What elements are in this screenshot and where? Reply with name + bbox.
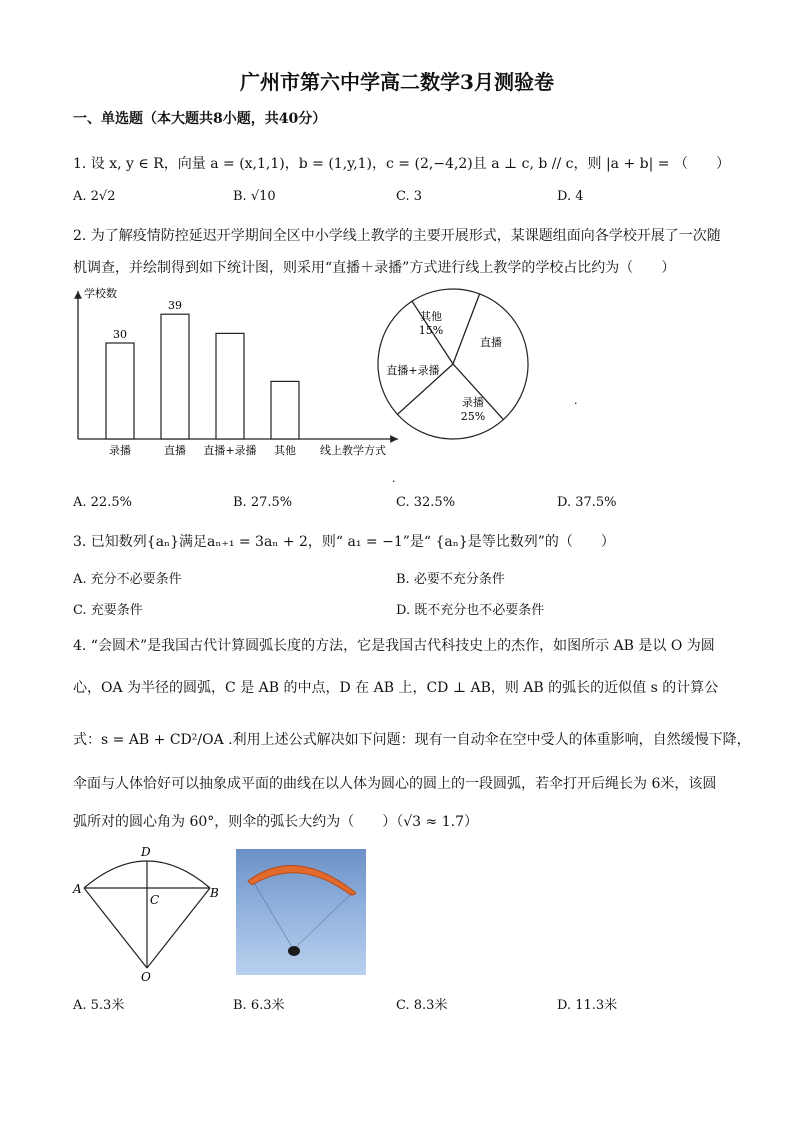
q2-option-b: B. 27.5% (233, 495, 293, 510)
bar-category-label: 录播 (109, 444, 131, 457)
q4-stem-line3: 式：s = AB + CD²/OA .利用上述公式解决如下问题：现有一自动伞在空中受人的体重影响，自然缓慢下降， (73, 732, 751, 748)
bar-value-label: 39 (168, 299, 182, 313)
q2-option-d: D. 37.5% (557, 495, 617, 510)
arc-figure (70, 840, 230, 985)
page-title: 广州市第六中学高二数学3月测验卷 (240, 70, 554, 94)
q4-stem-line1: 4. “会圆术”是我国古代计算圆弧长度的方法，它是我国古代科技史上的杰作，如图所示 AB 是以 O 为圆 (73, 638, 715, 654)
q3-option-b: B. 必要不充分条件 (396, 572, 505, 587)
q4-stem-line2: 心，OA 为半径的圆弧，C 是 AB 的中点，D 在 AB 上，CD ⊥ AB，则 AB 的弧长的近似值 s 的计算公 (73, 680, 719, 696)
label-o: O (141, 970, 151, 984)
pie-slice-label: 其他 (420, 310, 442, 323)
q2-option-a: A. 22.5% (73, 495, 132, 510)
pie-slice-pct-label: 15% (418, 324, 444, 337)
bar-3 (271, 381, 299, 439)
bar-category-label: 其他 (274, 444, 296, 457)
q1-stem: 1. 设 x, y ∈ R，向量 a = (x,1,1)，b = (1,y,1)，c = (2,−4,2)且 a ⊥ c, b // c，则 |a + b| = （ ） (73, 156, 730, 172)
q4-option-d: D. 11.3米 (557, 998, 618, 1013)
stray-dot: . (574, 394, 578, 407)
label-a: A (73, 882, 82, 896)
q2-stem-line1: 2. 为了解疫情防控延迟开学期间全区中小学线上教学的主要开展形式，某课题组面向各学校开展了一次随 (73, 228, 721, 244)
bar-2 (216, 333, 244, 439)
paraglider-photo (236, 849, 366, 975)
label-c: C (150, 893, 160, 907)
bar-value-label: 30 (113, 328, 127, 341)
paraglider-icon (236, 849, 366, 975)
radius-oa (84, 888, 147, 968)
section-heading: 一、单选题（本大题共8小题，共40分） (73, 111, 327, 127)
q1-option-d: D. 4 (557, 189, 584, 204)
q4-stem-line4: 伞面与人体恰好可以抽象成平面的曲线在以人体为圆心的圆上的一段圆弧，若伞打开后绳长为 6米，该圆 (73, 776, 717, 792)
q4-option-a: A. 5.3米 (73, 998, 125, 1013)
label-d: D (141, 845, 151, 859)
pie-chart (378, 289, 528, 439)
stray-dot: . (392, 472, 396, 485)
q3-stem: 3. 已知数列{aₙ}满足aₙ₊₁ = 3aₙ + 2，则“ a₁ = −1”是“ {aₙ}是等比数列”的（ ） (73, 534, 615, 550)
q4-option-c: C. 8.3米 (396, 998, 448, 1013)
label-b: B (210, 886, 219, 900)
bar-category-label: 直播+录播 (203, 444, 257, 457)
q3-option-d: D. 既不充分也不必要条件 (396, 603, 545, 618)
bar-1 (161, 314, 189, 439)
q1-option-c: C. 3 (396, 189, 423, 204)
q4-option-b: B. 6.3米 (233, 998, 285, 1013)
pie-slice-label: 录播 (462, 396, 484, 409)
bar-chart (78, 286, 398, 457)
bar-0 (106, 343, 134, 439)
q3-option-c: C. 充要条件 (73, 603, 143, 618)
q2-option-c: C. 32.5% (396, 495, 456, 510)
q3-option-a: A. 充分不必要条件 (73, 572, 182, 587)
x-axis-label: 线上教学方式 (320, 444, 386, 457)
pie-slice-label: 直播+录播 (386, 364, 440, 377)
pie-slice-pct-label: 25% (460, 410, 486, 423)
bar-category-label: 直播 (164, 444, 186, 457)
pie-slice-label: 直播 (480, 336, 502, 349)
y-axis-label: 学校数 (84, 287, 117, 300)
q2-stem-line2: 机调查，并绘制得到如下统计图，则采用“直播＋录播”方式进行线上教学的学校占比约为（ ） (73, 260, 676, 276)
q1-option-b: B. √10 (233, 189, 276, 204)
q1-option-a: A. 2√2 (73, 189, 116, 204)
q4-stem-line5: 弧所对的圆心角为 60°，则伞的弧长大约为（ ）（√3 ≈ 1.7） (73, 814, 478, 830)
